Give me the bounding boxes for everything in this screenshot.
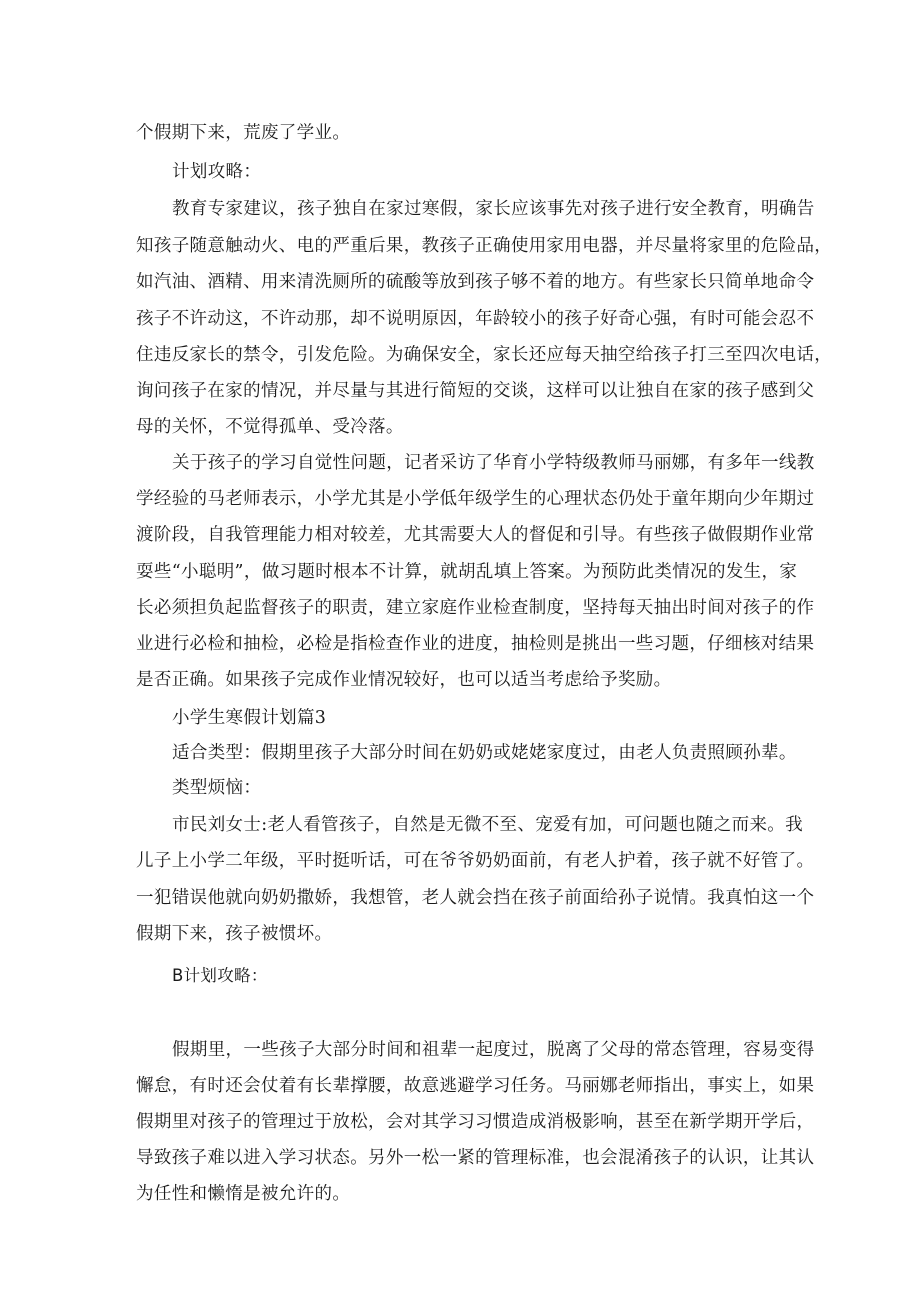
paragraph-line: 假期下来，孩子被惯坏。 (136, 924, 333, 944)
paragraph-line: 询问孩子在家的情况，并尽量与其进行简短的交谈，这样可以让独自在家的孩子感到父 (136, 381, 815, 401)
section-heading: B计划攻略： (172, 966, 268, 985)
paragraph-line: 长必须担负起监督孩子的职责，建立家庭作业检查制度，坚持每天抽出时间对孩子的作 (136, 598, 815, 618)
paragraph-line: 关于孩子的学习自觉性问题，记者采访了华育小学特级教师马丽娜，有多年一线教 (172, 453, 815, 473)
section-title: 小学生寒假计划篇3 (172, 708, 327, 728)
paragraph-line: 渡阶段，自我管理能力相对较差，尤其需要大人的督促和引导。有些孩子做假期作业常 (136, 525, 815, 545)
paragraph-line: 耍些“小聪明”，做习题时根本不计算，就胡乱填上答案。为预防此类情况的发生，家 (136, 562, 798, 582)
paragraph-line: 假期里对孩子的管理过于放松，会对其学习习惯造成消极影响，甚至在新学期开学后， (136, 1112, 815, 1132)
paragraph-line: 业进行必检和抽检，必检是指检查作业的进度，抽检则是挑出一些习题，仔细核对结果 (136, 634, 815, 654)
paragraph-line: 为任性和懒惰是被允许的。 (136, 1184, 351, 1204)
paragraph-line: 知孩子随意触动火、电的严重后果，教孩子正确使用家用电器，并尽量将家里的危险品， (136, 236, 833, 256)
section-heading: 计划攻略： (172, 162, 262, 182)
paragraph-line: 适合类型：假期里孩子大部分时间在奶奶或姥姥家度过，由老人负责照顾孙辈。 (172, 743, 797, 763)
paragraph-line: 懈怠，有时还会仗着有长辈撑腰，故意逃避学习任务。马丽娜老师指出，事实上，如果 (136, 1076, 815, 1096)
paragraph-line: 教育专家建议，孩子独自在家过寒假，家长应该事先对孩子进行安全教育，明确告 (172, 199, 815, 219)
paragraph-line: 母的关怀，不觉得孤单、受冷落。 (136, 417, 404, 437)
paragraph-line: 孩子不许动这，不许动那，却不说明原因，年龄较小的孩子好奇心强，有时可能会忍不 (136, 309, 815, 329)
paragraph-line: 儿子上小学二年级，平时挺听话，可在爷爷奶奶面前，有老人护着，孩子就不好管了。 (136, 851, 815, 871)
paragraph-line: 导致孩子难以进入学习状态。另外一松一紧的管理标准，也会混淆孩子的认识，让其认 (136, 1148, 815, 1168)
section-heading: 类型烦恼： (172, 778, 262, 798)
paragraph-line: 假期里，一些孩子大部分时间和祖辈一起度过，脱离了父母的常态管理，容易变得 (172, 1040, 815, 1060)
paragraph-line: 学经验的马老师表示，小学尤其是小学低年级学生的心理状态仍处于童年期向少年期过 (136, 489, 815, 509)
paragraph-line: 如汽油、酒精、用来清洗厕所的硫酸等放到孩子够不着的地方。有些家长只简单地命令 (136, 272, 815, 292)
paragraph-line: 一犯错误他就向奶奶撒娇，我想管，老人就会挡在孩子前面给孙子说情。我真怕这一个 (136, 888, 815, 908)
paragraph-line: 住违反家长的禁令，引发危险。为确保安全，家长还应每天抽空给孩子打三至四次电话， (136, 345, 833, 365)
paragraph-line: 市民刘女士:老人看管孩子，自然是无微不至、宠爱有加，可问题也随之而来。我 (172, 815, 803, 835)
paragraph-line: 是否正确。如果孩子完成作业情况较好，也可以适当考虑给予奖励。 (136, 670, 672, 690)
paragraph-line: 个假期下来，荒废了学业。 (136, 123, 351, 143)
